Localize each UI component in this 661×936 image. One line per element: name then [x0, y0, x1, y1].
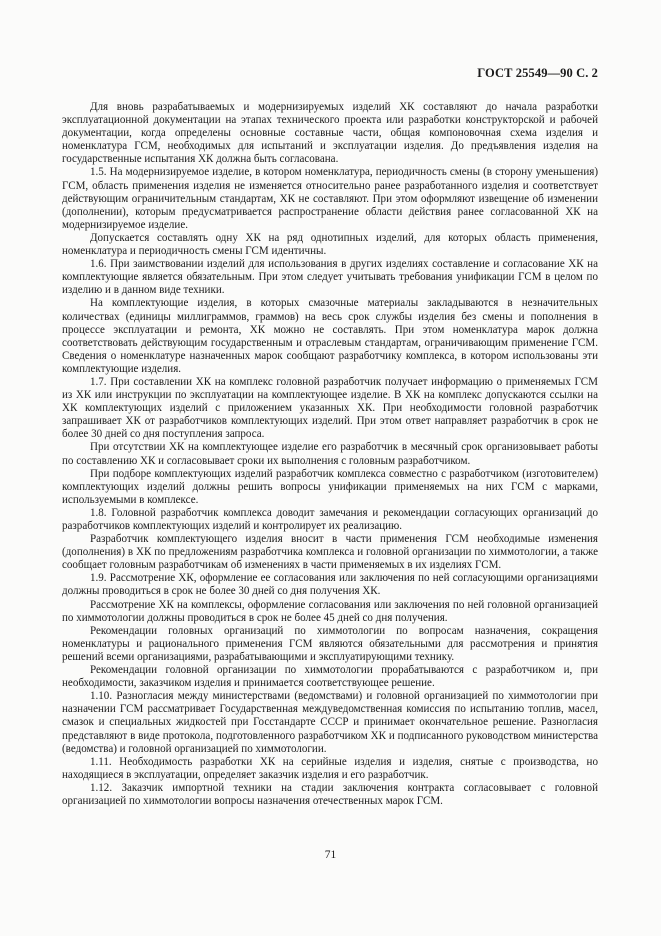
paragraph-1-5: 1.5. На модернизируемое изделие, в котором номенклатура, периодичность смены (в сторону уменьшения) ГСМ, область применения изделия не изменяется относительно ранее разработанного изделия и соответствует действующим ограничительным стандартам, ХК не составляют. При этом оформляют извещение об изменении (дополнении), которым предусматривается распространение области действия ранее согласованной ХК на модернизируемое изделие.: [62, 166, 598, 231]
paragraph-1-8: 1.8. Головной разработчик комплекса доводит замечания и рекомендации согласующих организаций до разработчиков комплектующих изделий и контролирует их реализацию.: [62, 506, 598, 532]
paragraph-1-11: 1.11. Необходимость разработки ХК на серийные изделия и изделия, снятые с производства, но находящиеся в эксплуатации, определяет заказчик изделия и его разработчик.: [62, 755, 598, 781]
paragraph: Для вновь разрабатываемых и модернизируемых изделий ХК составляют до начала разработки эксплуатационной документации на этапах технического проекта или разработки конструкторской и рабочей документации, когда определены основные составные части, общая компоновочная схема изделия и номенклатура ГСМ, необходимых для испытаний и эксплуатации изделия. До предъявления изделия на государственные испытания ХК должна быть согласована.: [62, 101, 598, 166]
paragraph-1-10: 1.10. Разногласия между министерствами (ведомствами) и головной организацией по химмотологии при назначении ГСМ рассматривает Государственная междуведомственная комиссия по испытанию топлив, масел, смазок и специальных жидкостей при Госстандарте СССР и принимает окончательное решение. Разногласия представляют в виде протокола, подготовленного разработчиком ХК и подписанного руководством министерства (ведомства) и головной организацией по химмотологии.: [62, 690, 598, 755]
page-number: 71: [324, 849, 337, 861]
paragraph: Разработчик комплектующего изделия вносит в части применения ГСМ необходимые изменения (дополнения) в ХК по предложениям разработчика комплекса и головной организации по химмотологии, а также сообщает головным разработчикам об изменениях в части применяемых в их изделиях ГСМ.: [62, 533, 598, 572]
paragraph: На комплектующие изделия, в которых смазочные материалы закладываются в незначительных количествах (единицы миллиграммов, граммов) на весь срок службы изделия без смены и пополнения в процессе эксплуатации и ремонта, ХК можно не составлять. При этом номенклатура марок должна соответствовать действующим государственным и отраслевым стандартам, ограничивающим применение ГСМ. Сведения о номенклатуре назначенных марок сообщают разработчику комплекса, в котором использованы эти комплектующие изделия.: [62, 297, 598, 375]
paragraph: При подборе комплектующих изделий разработчик комплекса совместно с разработчиком (изготовителем) комплектующих изделий должны решить вопросы унификации применяемых на них ГСМ с марками, используемыми в комплексе.: [62, 467, 598, 506]
paragraph-1-9: 1.9. Рассмотрение ХК, оформление ее согласования или заключения по ней согласующими организациями должны проводиться в срок не более 30 дней со дня получения ХК.: [62, 572, 598, 598]
paragraph: Допускается составлять одну ХК на ряд однотипных изделий, для которых область применения, номенклатура и периодичность смены ГСМ идентичны.: [62, 231, 598, 258]
running-header: ГОСТ 25549—90 С. 2: [477, 66, 598, 80]
body-text: [62, 101, 598, 808]
paragraph: Рекомендации головной организации по химмотологии прорабатываются с разработчиком и, при необходимости, заказчиком изделия и принимается соответствующее решение.: [62, 664, 598, 690]
paragraph: Рекомендации головных организаций по химмотологии по вопросам назначения, сокращения номенклатуры и рационального применения ГСМ являются обязательными для рассмотрения и принятия решений всеми организациями, разрабатывающими и эксплуатирующими технику.: [62, 624, 598, 663]
paragraph: Рассмотрение ХК на комплексы, оформление согласования или заключения по ней головной организацией по химмотологии должны проводиться в срок не более 45 дней со дня получения.: [62, 598, 598, 624]
paragraph: При отсутствии ХК на комплектующее изделие его разработчик в месячный срок организовывает работы по составлению ХК и согласовывает сроки их выполнения с головным разработчиком.: [62, 441, 598, 467]
paragraph-1-12: 1.12. Заказчик импортной техники на стадии заключения контракта согласовывает с головной организацией по химмотологии вопросы назначения отечественных марок ГСМ.: [62, 781, 598, 807]
paragraph-1-7: 1.7. При составлении ХК на комплекс головной разработчик получает информацию о применяемых ГСМ из ХК или инструкции по эксплуатации на комплектующее изделие. В ХК на комплекс допускаются ссылки на ХК комплектующих изделий с приложением указанных ХК. При необходимости головной разработчик запрашивает ХК от разработчиков комплектующих изделий. При этом ответ направляет разработчик в срок не более 30 дней со дня поступления запроса.: [62, 375, 598, 441]
paragraph-1-6: 1.6. При заимствовании изделий для использования в других изделиях составление и согласование ХК на комплектующие является обязательным. При этом следует учитывать требования унификации ГСМ в целом по изделию и в данном виде техники.: [62, 258, 598, 297]
